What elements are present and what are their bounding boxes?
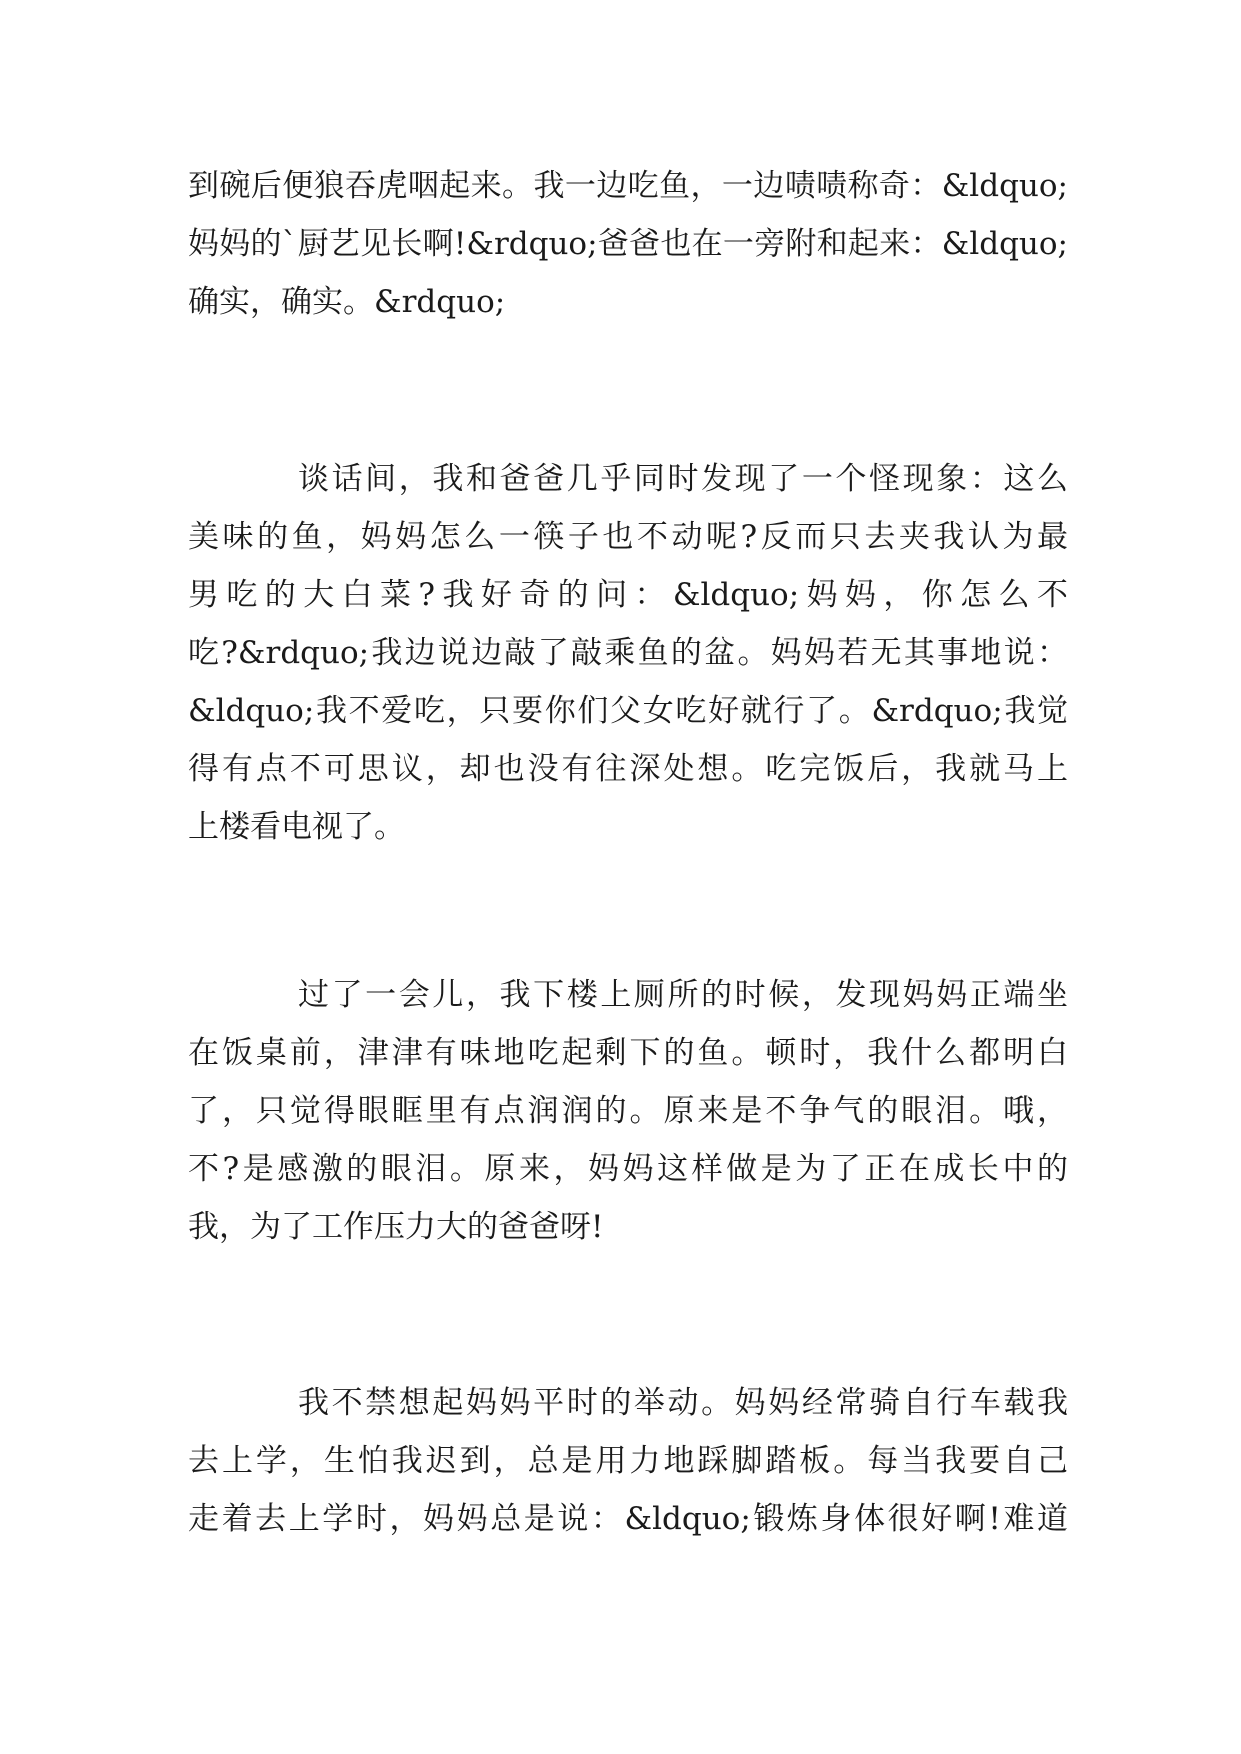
text-line: 妈妈的`厨艺见长啊!&rdquo;爸爸也在一旁附和起来：&ldquo; (188, 226, 1068, 262)
text-line: 去上学，生怕我迟到，总是用力地踩脚踏板。每当我要自己 (188, 1443, 1068, 1479)
text-line: 吃?&rdquo;我边说边敲了敲乘鱼的盆。妈妈若无其事地说： (188, 635, 1068, 671)
text-line: &ldquo;我不爱吃，只要你们父女吃好就行了。&rdquo;我觉 (188, 693, 1068, 729)
text-line: 得有点不可思议，却也没有往深处想。吃完饭后，我就马上 (188, 751, 1068, 787)
text-line: 过了一会儿，我下楼上厕所的时候，发现妈妈正端坐 (298, 977, 1068, 1013)
paragraph-2 (188, 450, 1068, 856)
paragraph-1 (188, 157, 1068, 331)
text-line: 确实，确实。&rdquo; (188, 284, 506, 320)
text-line: 上楼看电视了。 (188, 809, 405, 845)
text-line: 不?是感激的眼泪。原来，妈妈这样做是为了正在成长中的 (188, 1151, 1068, 1187)
paragraph-3 (188, 966, 1068, 1256)
text-line: 在饭桌前，津津有味地吃起剩下的鱼。顿时，我什么都明白 (188, 1035, 1068, 1071)
text-line: 到碗后便狼吞虎咽起来。我一边吃鱼，一边啧啧称奇：&ldquo; (188, 168, 1068, 204)
text-line: 了，只觉得眼眶里有点润润的。原来是不争气的眼泪。哦， (188, 1093, 1068, 1129)
text-line: 我不禁想起妈妈平时的举动。妈妈经常骑自行车载我 (298, 1385, 1068, 1421)
text-line: 男吃的大白菜?我好奇的问：&ldquo;妈妈，你怎么不 (188, 577, 1068, 613)
paragraph-4 (188, 1374, 1068, 1548)
text-line: 美味的鱼，妈妈怎么一筷子也不动呢?反而只去夹我认为最 (188, 519, 1068, 555)
text-line: 谈话间，我和爸爸几乎同时发现了一个怪现象：这么 (298, 461, 1068, 497)
text-line: 走着去上学时，妈妈总是说：&ldquo;锻炼身体很好啊!难道 (188, 1501, 1068, 1537)
text-line: 我，为了工作压力大的爸爸呀! (188, 1209, 604, 1245)
